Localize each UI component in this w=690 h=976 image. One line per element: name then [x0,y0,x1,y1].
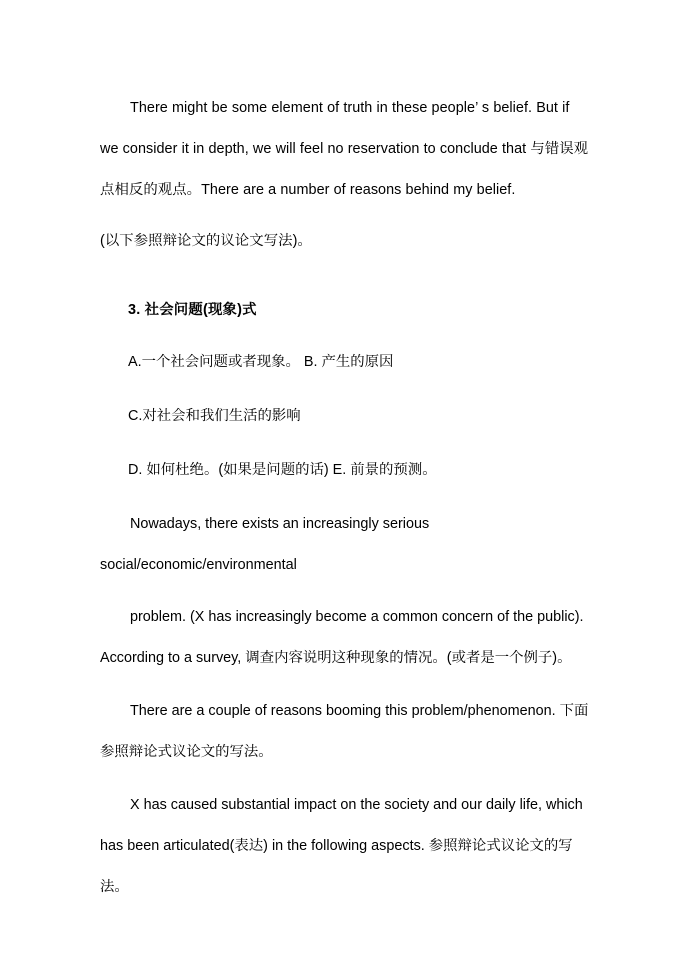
spacer-before-heading [100,272,592,278]
paragraph-intro-note: (以下参照辩论文的议论文写法)。 [100,233,312,249]
section-heading-3: 3. 社会问题(现象)式 [128,302,257,318]
paragraph-problem: problem. (X has increasingly become a common concern of the public). According to a survey, 调查内容说明这种现象的情况。(或者是一个例子)。 [100,609,584,666]
paragraph-nowadays-line1: Nowadays, there exists an increasingly serious [130,516,430,532]
paragraph-intro: There might be some element of truth in these people’ s belief. But if we consider it in depth, we will feel no reservation to conclude that 与错误观点相反的观点。There are a number of reasons behind my belief. [100,100,589,198]
outline-item-a: A.一个社会问题或者现象。 B. 产生的原因 [128,354,394,370]
document-body [100,88,592,920]
outline-item-c: C.对社会和我们生活的影响 [128,408,301,424]
outline-item-d: D. 如何杜绝。(如果是问题的话) E. 前景的预测。 [128,462,437,478]
paragraph-reasons: There are a couple of reasons booming this problem/phenomenon. 下面参照辩论式议论文的写法。 [100,703,589,760]
paragraph-impact: X has caused substantial impact on the society and our daily life, which has been articulated(表达) in the following aspects. 参照辩论式议论文的写法。 [100,797,583,895]
paragraph-nowadays-line2: social/economic/environmental [100,557,297,573]
